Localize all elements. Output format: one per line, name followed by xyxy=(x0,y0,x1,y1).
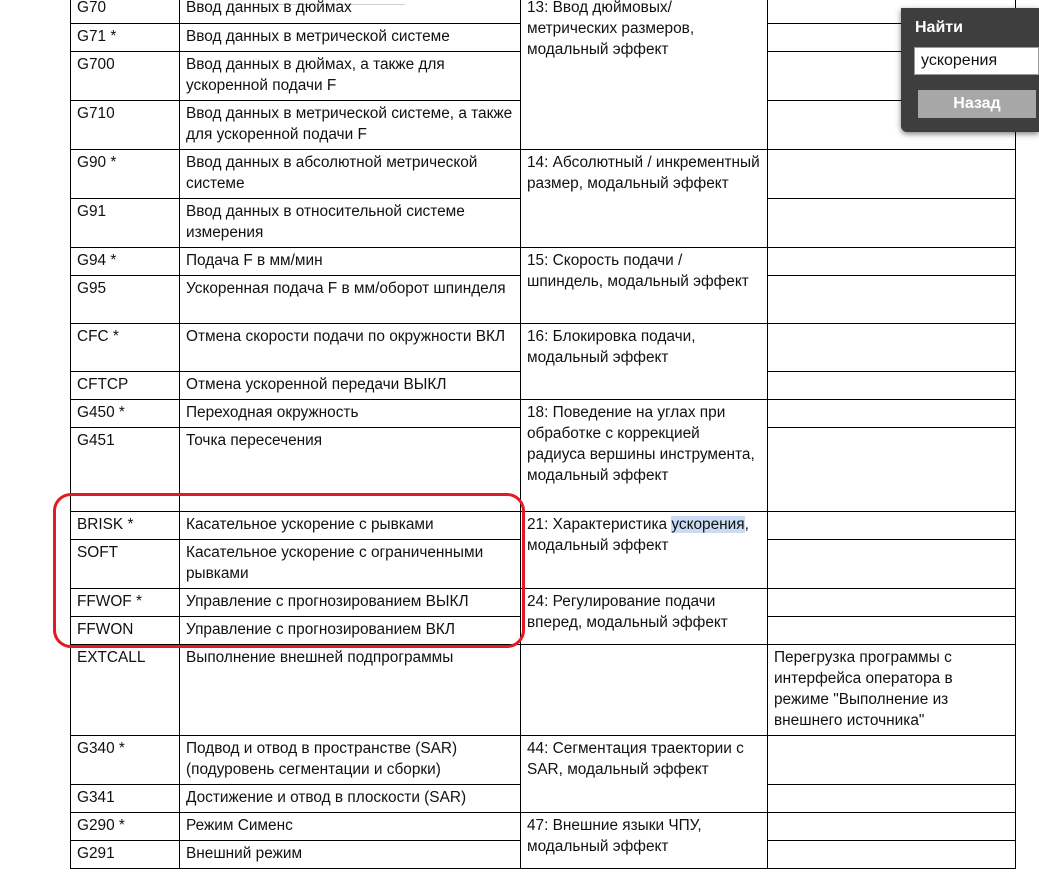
description-cell: Ввод данных в относительной системе измерения xyxy=(180,199,521,248)
note-cell xyxy=(768,372,1016,400)
code-cell: G95 xyxy=(71,276,180,324)
note-cell xyxy=(768,324,1016,372)
code-cell: G341 xyxy=(71,785,180,813)
description-cell: Точка пересечения xyxy=(180,428,521,512)
table-row xyxy=(71,248,1016,276)
table-row xyxy=(71,150,1016,199)
group-cell: 47: Внешние языки ЧПУ, модальный эффект xyxy=(521,813,768,869)
group-text: 21: Характеристика xyxy=(527,516,672,533)
note-cell xyxy=(768,813,1016,841)
code-cell: G90 * xyxy=(71,150,180,199)
description-cell: Переходная окружность xyxy=(180,400,521,428)
note-cell xyxy=(768,428,1016,512)
note-cell xyxy=(768,785,1016,813)
code-cell: G700 xyxy=(71,52,180,101)
description-cell: Касательное ускорение с рывками xyxy=(180,512,521,540)
code-cell: G91 xyxy=(71,199,180,248)
group-cell: 14: Абсолютный / инкрементный размер, модальный эффект xyxy=(521,150,768,248)
back-button[interactable]: Назад xyxy=(918,90,1036,118)
description-cell: Ввод данных в абсолютной метрической системе xyxy=(180,150,521,199)
code-cell: EXTCALL xyxy=(71,645,180,736)
note-cell xyxy=(768,512,1016,540)
search-match-highlight: ускорения xyxy=(671,516,745,533)
description-cell: Подача F в мм/мин xyxy=(180,248,521,276)
description-cell: Ввод данных в метрической системе xyxy=(180,24,521,52)
description-cell: Выполнение внешней подпрограммы xyxy=(180,645,521,736)
description-cell: Достижение и отвод в плоскости (SAR) xyxy=(180,785,521,813)
description-cell: Ввод данных в метрической системе, а также для ускоренной подачи F xyxy=(180,101,521,150)
code-cell: G291 xyxy=(71,841,180,869)
description-cell: Касательное ускорение с ограниченными рывками xyxy=(180,540,521,589)
table-row xyxy=(71,400,1016,428)
table-row xyxy=(71,324,1016,372)
description-cell: Режим Сименс xyxy=(180,813,521,841)
gcode-table xyxy=(70,0,1016,869)
note-cell xyxy=(768,276,1016,324)
description-cell: Ввод данных в дюймах, а также для ускоренной подачи F xyxy=(180,52,521,101)
code-cell: G450 * xyxy=(71,400,180,428)
table-row xyxy=(71,0,1016,24)
group-cell: 24: Регулирование подачи вперед, модальный эффект xyxy=(521,589,768,645)
find-title: Найти xyxy=(915,19,963,36)
note-cell xyxy=(768,199,1016,248)
description-cell: Отмена ускоренной передачи ВЫКЛ xyxy=(180,372,521,400)
code-cell: G290 * xyxy=(71,813,180,841)
code-cell: FFWOF * xyxy=(71,589,180,617)
table-row xyxy=(71,736,1016,785)
note-cell xyxy=(768,736,1016,785)
code-cell: G340 * xyxy=(71,736,180,785)
table-row xyxy=(71,645,1016,736)
description-cell: Ускоренная подача F в мм/оборот шпинделя xyxy=(180,276,521,324)
note-cell xyxy=(768,248,1016,276)
note-cell xyxy=(768,841,1016,869)
description-cell: Внешний режим xyxy=(180,841,521,869)
code-cell: CFTCP xyxy=(71,372,180,400)
code-cell: CFC * xyxy=(71,324,180,372)
description-cell: Управление с прогнозированием ВКЛ xyxy=(180,617,521,645)
description-cell: Управление с прогнозированием ВЫКЛ xyxy=(180,589,521,617)
code-cell: SOFT xyxy=(71,540,180,589)
table-row xyxy=(71,813,1016,841)
code-cell: G71 * xyxy=(71,24,180,52)
note-cell xyxy=(768,150,1016,199)
find-input[interactable] xyxy=(914,47,1039,75)
group-cell xyxy=(521,512,768,589)
note-cell xyxy=(768,617,1016,645)
note-cell xyxy=(768,589,1016,617)
group-cell xyxy=(521,645,768,736)
code-cell: G94 * xyxy=(71,248,180,276)
group-cell: 16: Блокировка подачи, модальный эффект xyxy=(521,324,768,400)
group-cell: 15: Скорость подачи / шпиндель, модальный эффект xyxy=(521,248,768,324)
description-cell: Ввод данных в дюймах xyxy=(180,0,521,24)
note-cell xyxy=(768,400,1016,428)
code-cell: G710 xyxy=(71,101,180,150)
group-text: , модальный эффект xyxy=(527,516,749,554)
table-row xyxy=(71,589,1016,617)
description-cell: Подвод и отвод в пространстве (SAR) (подуровень сегментации и сборки) xyxy=(180,736,521,785)
group-cell: 13: Ввод дюймовых/метрических размеров, модальный эффект xyxy=(521,0,768,150)
note-cell: Перегрузка программы с интерфейса оператора в режиме "Выполнение из внешнего источника" xyxy=(768,645,1016,736)
code-cell: G70 xyxy=(71,0,180,24)
group-cell: 18: Поведение на углах при обработке с коррекцией радиуса вершины инструмента, модальный эффект xyxy=(521,400,768,512)
code-cell: BRISK * xyxy=(71,512,180,540)
code-cell: FFWON xyxy=(71,617,180,645)
table-row xyxy=(71,512,1016,540)
description-cell: Отмена скорости подачи по окружности ВКЛ xyxy=(180,324,521,372)
note-cell xyxy=(768,540,1016,589)
code-cell: G451 xyxy=(71,428,180,512)
group-cell: 44: Сегментация траектории с SAR, модальный эффект xyxy=(521,736,768,813)
